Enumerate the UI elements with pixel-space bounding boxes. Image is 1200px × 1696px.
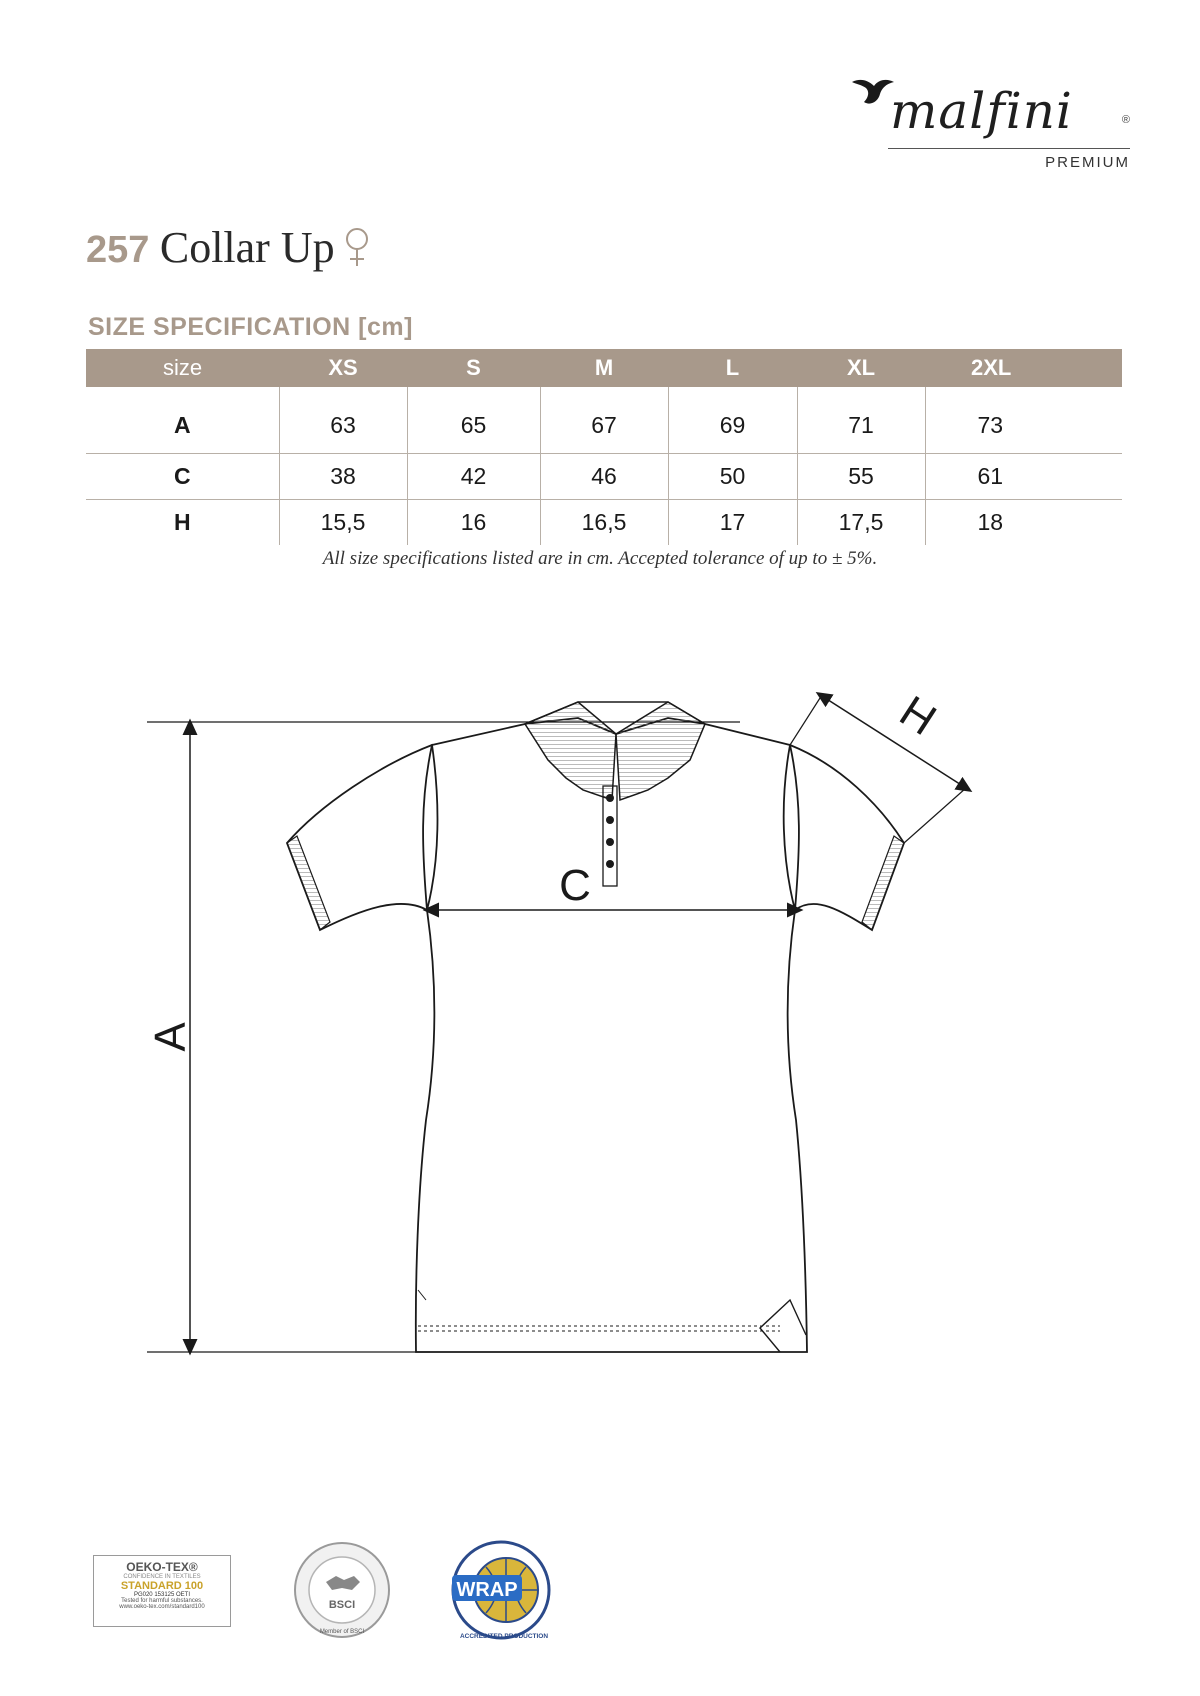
- button-icon: [606, 838, 614, 846]
- shirt-body: [416, 718, 807, 1352]
- table-cell: 71: [797, 387, 925, 454]
- wrap-badge: [446, 1535, 556, 1645]
- brand-tagline: PREMIUM: [1045, 154, 1130, 171]
- header-size: S: [407, 349, 540, 387]
- oeko-title: OEKO-TEX®: [126, 1560, 198, 1574]
- oeko-tex-badge: [93, 1555, 231, 1627]
- dimension-h-arrow: [822, 696, 966, 788]
- table-cell: 46: [540, 454, 668, 500]
- product-name: Collar Up: [159, 223, 335, 272]
- dimension-h-label: H: [891, 686, 945, 746]
- brand-rule: [888, 148, 1130, 149]
- header-size-label: size: [86, 349, 279, 387]
- row-label: C: [173, 463, 191, 489]
- table-cell: 67: [540, 387, 668, 454]
- table-cell: 63: [279, 387, 407, 454]
- button-icon: [606, 816, 614, 824]
- table-cell: 69: [668, 387, 797, 454]
- table-cell: 38: [279, 454, 407, 500]
- brand-wordmark: malfini: [890, 82, 1073, 140]
- dimension-c-label: C: [559, 861, 591, 910]
- female-symbol-icon: [343, 226, 371, 270]
- table-cell: 17: [668, 500, 797, 546]
- garment-diagram: [0, 600, 1200, 1400]
- header-size: XS: [279, 349, 407, 387]
- header-size: L: [668, 349, 797, 387]
- table-row: [86, 454, 1122, 500]
- table-cell: 73: [925, 387, 1122, 454]
- oeko-subtitle: CONFIDENCE IN TEXTILES: [123, 1574, 201, 1580]
- h-extension-line: [904, 788, 966, 843]
- table-cell: 42: [407, 454, 540, 500]
- header-size: XL: [797, 349, 925, 387]
- table-cell: 55: [797, 454, 925, 500]
- table-row: [86, 387, 1122, 454]
- brand-logo: [850, 70, 1130, 180]
- dimension-a-label: A: [146, 1022, 195, 1052]
- size-table: [86, 349, 1122, 545]
- button-icon: [606, 794, 614, 802]
- left-sleeve-cuff: [287, 836, 330, 930]
- button-icon: [606, 860, 614, 868]
- left-vent: [418, 1290, 426, 1300]
- table-cell: 16: [407, 500, 540, 546]
- table-cell: 61: [925, 454, 1122, 500]
- oeko-standard: STANDARD 100: [120, 1580, 204, 1592]
- table-cell: 18: [925, 500, 1122, 546]
- right-sleeve: [784, 745, 904, 930]
- table-header-row: [86, 349, 1122, 387]
- header-size: M: [540, 349, 668, 387]
- product-code: 257: [86, 229, 150, 271]
- right-sleeve-cuff: [862, 836, 904, 930]
- spec-heading: SIZE SPECIFICATION [cm]: [88, 313, 413, 341]
- wrap-label: WRAP: [456, 1579, 518, 1601]
- h-extension-line: [790, 698, 820, 745]
- oeko-code: PG020 153125 OETI: [133, 1592, 191, 1598]
- oeko-tested: Tested for harmful substances.: [121, 1598, 203, 1604]
- bsci-label: BSCI: [328, 1599, 356, 1611]
- table-row: [86, 500, 1122, 546]
- table-cell: 16,5: [540, 500, 668, 546]
- oeko-url: www.oeko-tex.com/standard100: [119, 1604, 205, 1610]
- row-label: A: [173, 411, 191, 438]
- header-size: 2XL: [925, 349, 1122, 387]
- table-cell: 50: [668, 454, 797, 500]
- table-cell: 17,5: [797, 500, 925, 546]
- table-cell: 65: [407, 387, 540, 454]
- registered-mark: ®: [1121, 114, 1130, 126]
- collar-left: [525, 702, 616, 800]
- bsci-badge: [292, 1540, 392, 1640]
- table-cell: 15,5: [279, 500, 407, 546]
- product-title: [86, 222, 371, 282]
- row-label: H: [173, 509, 191, 535]
- bsci-member: Member of BSCI: [319, 1629, 365, 1635]
- wrap-bottom: ACCREDITED PRODUCTION: [459, 1633, 549, 1640]
- tolerance-note: All size specifications listed are in cm. Accepted tolerance of up to ± 5%.: [322, 548, 878, 569]
